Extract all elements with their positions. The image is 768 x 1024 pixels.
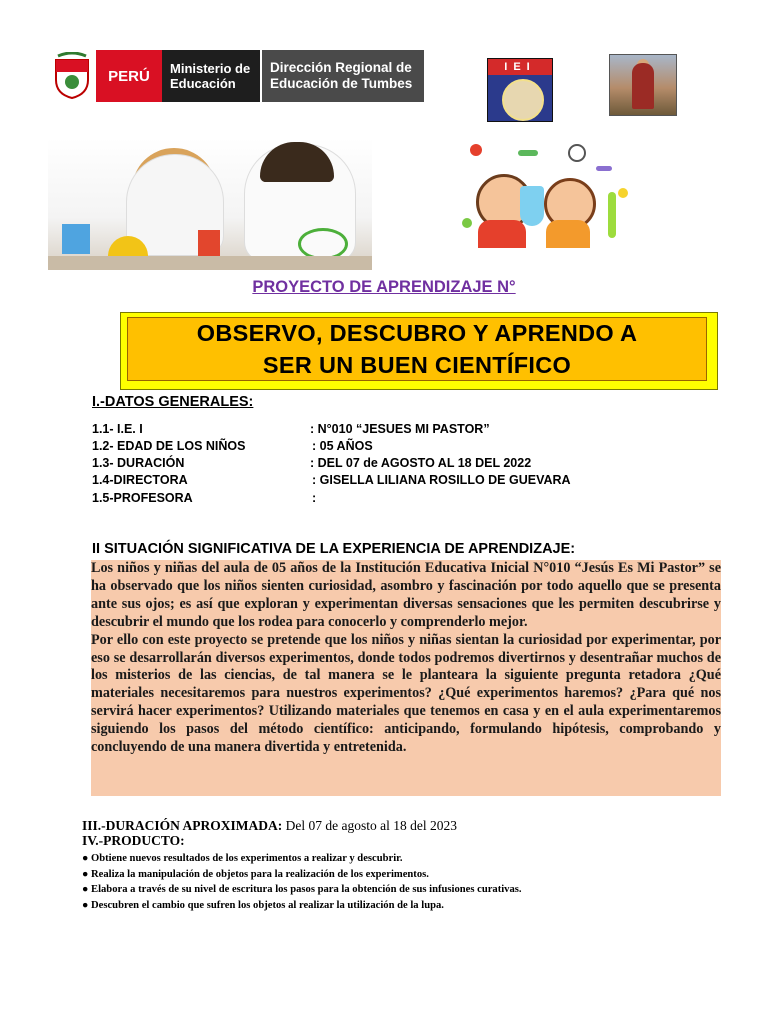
dg-label-directora: 1.4-DIRECTORA <box>92 473 188 487</box>
peru-coat-of-arms-icon <box>48 50 96 102</box>
datos-generales-heading: I.-DATOS GENERALES: <box>92 394 254 410</box>
dg-value-duracion: : DEL 07 de AGOSTO AL 18 DEL 2022 <box>310 456 532 470</box>
producto-item-1: Obtiene nuevos resultados de los experimentos a realizar y descubrir. <box>91 853 403 864</box>
main-title-line1: OBSERVO, DESCUBRO Y APRENDO A <box>196 320 638 346</box>
bullet-icon: ● <box>82 868 89 880</box>
direccion-line2: Educación de Tumbes <box>270 76 413 91</box>
ministerio-label <box>162 50 262 102</box>
good-shepherd-image <box>609 54 677 116</box>
bullet-icon: ● <box>82 899 89 911</box>
duracion-line <box>82 818 457 834</box>
cartoon-boy-body <box>478 220 526 248</box>
peru-label: PERÚ <box>96 50 162 102</box>
situacion-box <box>91 560 721 796</box>
duracion-label: III.-DURACIÓN APROXIMADA: <box>82 818 283 833</box>
shepherd-figure <box>632 63 654 109</box>
dg-label-ie: 1.1- I.E. I <box>92 422 143 436</box>
main-title-inner <box>127 317 707 381</box>
beaker-red <box>198 230 220 258</box>
school-logo <box>487 58 553 122</box>
bullet-icon: ● <box>82 884 89 895</box>
main-title-box <box>120 312 718 390</box>
molecule-icon <box>596 166 612 171</box>
cartoon-girl-body <box>546 220 590 248</box>
cartoon-scientists-image <box>458 136 634 252</box>
sparkle-icon <box>618 188 628 198</box>
bullet-icon: ● <box>82 853 89 864</box>
dg-label-duracion: 1.3- DURACIÓN <box>92 456 185 470</box>
list-item <box>82 867 522 883</box>
ministerio-line1: Ministerio de <box>170 61 251 76</box>
beaker-blue <box>62 224 90 254</box>
producto-heading: IV.-PRODUCTO: <box>82 833 185 848</box>
atom-icon <box>568 144 586 162</box>
kids-science-photo <box>48 138 372 270</box>
school-logo-text: IEI <box>488 59 552 75</box>
list-item <box>82 851 522 867</box>
producto-list <box>82 851 522 913</box>
direccion-label <box>262 50 424 102</box>
cartoon-test-tube <box>608 192 616 238</box>
dna-icon <box>518 150 538 156</box>
virus-icon <box>470 144 482 156</box>
minedu-banner <box>48 50 424 102</box>
dg-value-directora: : GISELLA LILIANA ROSILLO DE GUEVARA <box>312 473 571 487</box>
producto-item-3: Elabora a través de su nivel de escritura los pasos para la obtención de sus infusiones curativas. <box>91 884 522 895</box>
situacion-heading: II SITUACIÓN SIGNIFICATIVA DE LA EXPERIENCIA DE APRENDIZAJE: <box>92 541 576 557</box>
lab-table <box>48 256 372 270</box>
dg-value-edad: : 05 AÑOS <box>312 439 373 453</box>
situacion-paragraph-2: Por ello con este proyecto se pretende que los niños y niñas sientan la curiosidad por experimentar, por eso se desarrollarán diversos experimentos, donde todos podremos divertirnos y desentrañar muchos de los misterios de las ciencias, de tal manera se le planteara la siguiente pregunta retadora ¿Qué materiales necesitaremos para nuestros experimentos? ¿Qué experimentos haremos? ¿Para qué nos servirá hacer experimentos? Utilizando materiales que tenemos en casa y en el aula experimentaremos siguiendo los pasos del método científico: anticipando, formulando hipótesis, comprobando y concluyendo de una manera divertida y entretenida. <box>91 631 721 756</box>
dg-label-profesora: 1.5-PROFESORA <box>92 491 193 505</box>
dg-label-edad: 1.2- EDAD DE LOS NIÑOS <box>92 439 246 453</box>
ministerio-line2: Educación <box>170 76 236 91</box>
producto-item-4: Descubren el cambio que sufren los objetos al realizar la utilización de la lupa. <box>91 899 444 911</box>
project-title: PROYECTO DE APRENDIZAJE N° <box>252 278 516 296</box>
list-item <box>82 882 522 898</box>
list-item <box>82 898 522 914</box>
main-title-line2: SER UN BUEN CIENTÍFICO <box>262 352 572 378</box>
dg-value-ie: : N°010 “JESUES MI PASTOR” <box>310 422 490 436</box>
producto-item-2: Realiza la manipulación de objetos para la realización de los experimentos. <box>91 868 429 880</box>
duracion-value: Del 07 de agosto al 18 del 2023 <box>282 818 457 833</box>
bacteria-icon <box>462 218 472 228</box>
school-emblem-icon <box>502 79 544 121</box>
direccion-line1: Dirección Regional de <box>270 60 412 75</box>
situacion-paragraph-1: Los niños y niñas del aula de 05 años de la Institución Educativa Inicial N°010 “Jesús Es Mi Pastor” se ha observado que los niños sienten curiosidad, asombro y fascinación por todo aquello que se presenta ante sus ojos; es así que exploran y experimentan diversas sensaciones que les permiten descubrirse y descubrir el mundo que los rodea para conocerlo y comprenderlo mejor. <box>91 560 721 630</box>
dg-value-profesora: : <box>312 491 317 505</box>
cartoon-beaker <box>520 186 544 226</box>
